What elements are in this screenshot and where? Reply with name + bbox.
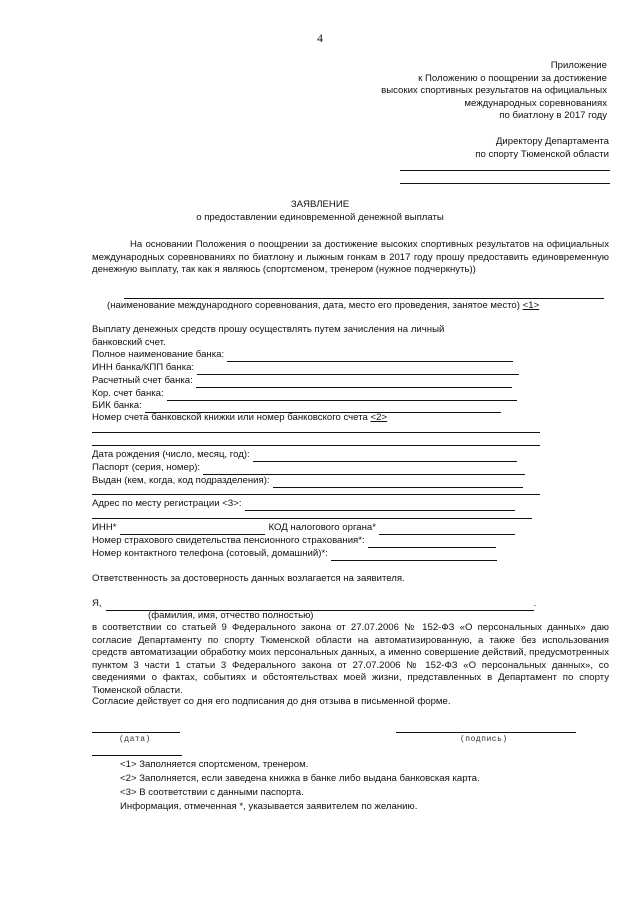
- birth-date-label: Дата рождения (число, месяц, год):: [92, 449, 250, 460]
- addressee-line: Директору Департамента: [495, 136, 609, 147]
- settlement-account-row: [92, 375, 512, 388]
- addressee-name-line[interactable]: [400, 170, 610, 171]
- bank-name-label: Полное наименование банка:: [92, 349, 225, 360]
- document-title: ЗАЯВЛЕНИЕ: [290, 199, 350, 210]
- phone-row: [92, 548, 497, 561]
- date-caption: (дата): [119, 735, 151, 744]
- address-row: [92, 498, 515, 511]
- inn-kpp-row: [92, 362, 519, 375]
- correspondent-account-field[interactable]: [167, 390, 517, 401]
- appendix-line: Приложение: [550, 60, 607, 71]
- account-number-field[interactable]: [92, 445, 540, 446]
- tax-code-label: КОД налогового органа*: [268, 522, 376, 533]
- bank-name-field[interactable]: [227, 351, 513, 362]
- signature-caption: (подпись): [460, 735, 508, 744]
- bik-row: [92, 400, 501, 413]
- settlement-account-field[interactable]: [196, 377, 512, 388]
- passport-label: Паспорт (серия, номер):: [92, 462, 201, 473]
- consent-name-row: [92, 598, 536, 611]
- address-field-extra[interactable]: [92, 518, 532, 519]
- pension-certificate-field[interactable]: [368, 537, 496, 548]
- footnote-item: <2> Заполняется, если заведена книжка в банке либо выдана банковская карта.: [120, 773, 480, 784]
- account-number-field[interactable]: [92, 432, 540, 433]
- bik-label: БИК банка:: [92, 400, 142, 411]
- competition-caption-row: [107, 300, 539, 313]
- tax-code-field[interactable]: [379, 524, 515, 535]
- appendix-block: [277, 60, 607, 123]
- account-number-footnote-ref: <2>: [370, 412, 388, 423]
- correspondent-account-row: [92, 388, 517, 401]
- phone-label: Номер контактного телефона (сотовый, домашний)*:: [92, 548, 328, 559]
- address-field[interactable]: [245, 500, 515, 511]
- footnote-item: <1> Заполняется спортсменом, тренером.: [120, 759, 309, 770]
- signature-line[interactable]: [396, 732, 576, 733]
- footnote-item: <3> В соответствии с данными паспорта.: [120, 787, 304, 798]
- addressee-name-line[interactable]: [400, 183, 610, 184]
- addressee-line: по спорту Тюменской области: [475, 148, 609, 160]
- passport-row: [92, 462, 525, 475]
- phone-field[interactable]: [331, 550, 497, 561]
- competition-footnote-ref: <1>: [522, 300, 540, 311]
- bank-name-row: [92, 349, 513, 362]
- competition-line[interactable]: [124, 298, 604, 299]
- consent-i-label: Я,: [92, 598, 102, 609]
- document-subtitle: о предоставлении единовременной денежной выплаты: [196, 212, 444, 223]
- birth-date-row: [92, 449, 517, 462]
- issued-by-field-extra[interactable]: [92, 494, 540, 495]
- payment-text: Выплату денежных средств прошу осуществлять путем зачисления на личный банковский счет.: [92, 324, 445, 348]
- inn-field[interactable]: [120, 524, 265, 535]
- period-mark: .: [533, 598, 537, 609]
- date-signature-line[interactable]: [92, 732, 180, 733]
- consent-text: в соответствии со статьей 9 Федерального закона от 27.07.2006 № 152-ФЗ «О персональных данных» даю согласие Департаменту по спорту Тюменской области на автоматизированную, а также без использования средств автоматизации обработку моих персональных данных, а именно совершение действий, предусмотренных пунктом 3 части 1 статьи 3 Федерального закона от 27.07.2006 № 152-ФЗ «О персональных данных», со сведениями о фактах, событиях и обстоятельствах моей жизни, представленных в Департамент по спорту Тюменской области.: [92, 622, 609, 696]
- consent-validity: Согласие действует со дня его подписания до дня отзыва в письменной форме.: [92, 696, 451, 707]
- settlement-account-label: Расчетный счет банка:: [92, 375, 193, 386]
- inn-kpp-label: ИНН банка/КПП банка:: [92, 362, 195, 373]
- full-name-field[interactable]: [106, 600, 534, 611]
- name-caption: (фамилия, имя, отчество полностью): [148, 610, 314, 621]
- correspondent-account-label: Кор. счет банка:: [92, 388, 164, 399]
- account-number-row: [92, 412, 387, 425]
- competition-caption: (наименование международного соревнования, дата, место его проведения, занятое место): [107, 300, 520, 311]
- issued-by-field[interactable]: [273, 477, 523, 488]
- passport-field[interactable]: [203, 464, 525, 475]
- pension-certificate-label: Номер страхового свидетельства пенсионного страхования*:: [92, 535, 365, 546]
- address-label: Адрес по месту регистрации <3>:: [92, 498, 242, 509]
- issued-by-row: [92, 475, 523, 488]
- footnotes-separator: [92, 755, 182, 756]
- birth-date-field[interactable]: [253, 451, 517, 462]
- inn-label: ИНН*: [92, 522, 117, 533]
- appendix-line: международных соревнованиях: [464, 97, 607, 109]
- addressee-block: [349, 136, 609, 161]
- bik-field[interactable]: [145, 402, 501, 413]
- intro-paragraph: На основании Положения о поощрении за достижение высоких спортивных результатов на официальных международных соревнованиях по биатлону и лыжным гонкам в 2017 году прошу предоставить единовременную денежную выплату, так как я являюсь (спортсменом, тренером (нужное подчеркнуть)): [92, 239, 609, 276]
- footnote-item: Информация, отмеченная *, указывается заявителем по желанию.: [120, 801, 418, 812]
- inn-kpp-field[interactable]: [197, 364, 519, 375]
- pension-certificate-row: [92, 535, 496, 548]
- appendix-line: по биатлону в 2017 году: [499, 110, 607, 122]
- page-number: 4: [317, 31, 323, 45]
- inn-tax-row: [92, 522, 515, 535]
- issued-by-label: Выдан (кем, когда, код подразделения):: [92, 475, 270, 486]
- appendix-line: высоких спортивных результатов на официальных: [381, 85, 607, 97]
- account-number-label: Номер счета банковской книжки или номер банковского счета: [92, 412, 368, 423]
- appendix-line: к Положению о поощрении за достижение: [418, 72, 607, 84]
- footnotes: [120, 758, 480, 814]
- responsibility-text: Ответственность за достоверность данных возлагается на заявителя.: [92, 573, 405, 584]
